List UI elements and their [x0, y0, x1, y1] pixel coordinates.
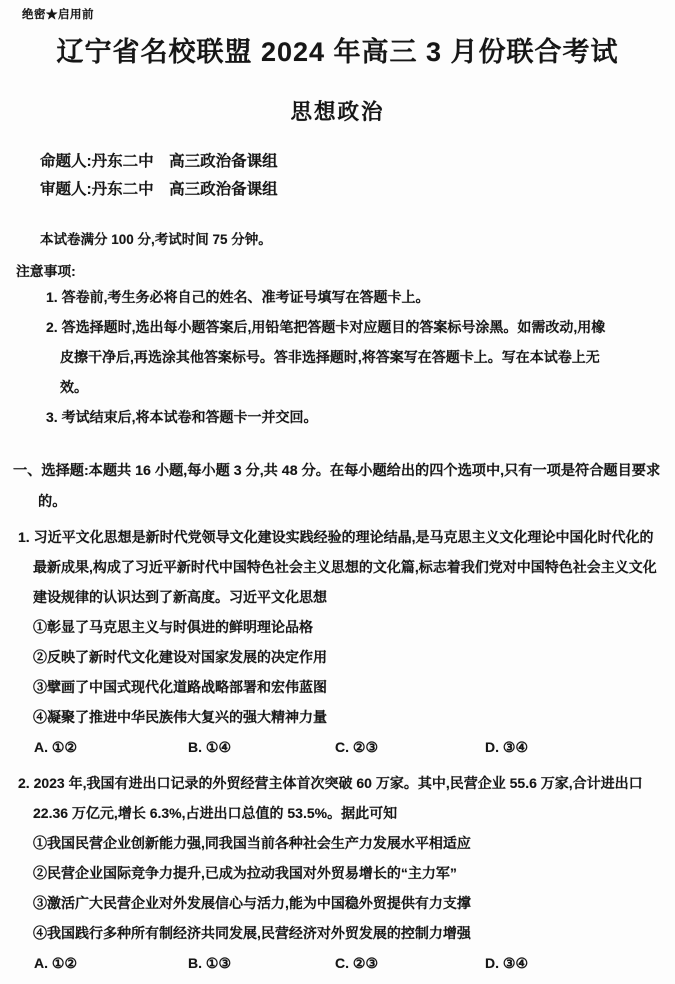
question-setter-line: 命题人:丹东二中 高三政治备课组: [40, 153, 278, 170]
question-1-stem: 1. 习近平文化思想是新时代党领导文化建设实践经验的理论结晶,是马克思主义文化理论中国化时代化的最新成果,构成了习近平新时代中国特色社会主义思想的文化篇,标志着我们党对中国特色社会主义文化建设规律的认识达到了新高度。习近平文化思想: [18, 529, 657, 605]
question-1-choice-b: B. ①④: [188, 739, 231, 755]
question-2: [0, 768, 675, 976]
note-item-2: 2. 答选择题时,选出每小题答案后,用铅笔把答题卡对应题目的答案标号涂黑。如需改动,用橡皮擦干净后,再选涂其他答案标号。答非选择题时,将答案写在答题卡上。写在本试卷上无效。: [46, 319, 606, 395]
exam-subject-title: 思想政治: [290, 100, 385, 124]
classification-label: 绝密★启用前: [22, 9, 94, 21]
question-2-choice-d: D. ③④: [485, 955, 528, 971]
exam-meta: [40, 148, 675, 204]
section-heading: 一、选择题:本题共 16 小题,每小题 3 分,共 48 分。在每小题给出的四个选项中,只有一项是符合题目要求的。: [13, 463, 661, 510]
question-2-choice-b: B. ①③: [188, 955, 231, 971]
question-2-choices: [0, 950, 675, 976]
note-item-1: 1. 答卷前,考生务必将自己的姓名、准考证号填写在答题卡上。: [46, 289, 430, 305]
question-2-item-2: ②民营企业国际竞争力提升,已成为拉动我国对外贸易增长的“主力军”: [33, 865, 457, 881]
question-2-choice-c: C. ②③: [335, 955, 378, 971]
exam-info-line: 本试卷满分 100 分,考试时间 75 分钟。: [40, 232, 272, 247]
question-reviewer-line: 审题人:丹东二中 高三政治备课组: [40, 181, 278, 198]
question-1-choices: [0, 734, 675, 760]
note-item-3: 3. 考试结束后,将本试卷和答题卡一并交回。: [46, 409, 318, 425]
question-2-choice-a: A. ①②: [34, 955, 77, 971]
question-1-item-3: ③擘画了中国式现代化道路战略部署和宏伟蓝图: [33, 679, 327, 695]
question-1-choice-d: D. ③④: [485, 739, 528, 755]
question-1: [0, 522, 675, 760]
question-1-item-4: ④凝聚了推进中华民族伟大复兴的强大精神力量: [33, 709, 327, 725]
question-1-item-2: ②反映了新时代文化建设对国家发展的决定作用: [33, 649, 327, 665]
exam-title: 辽宁省名校联盟 2024 年高三 3 月份联合考试: [56, 37, 619, 67]
question-2-item-4: ④我国践行多种所有制经济共同发展,民营经济对外贸发展的控制力增强: [33, 925, 471, 941]
question-1-choice-a: A. ①②: [34, 739, 77, 755]
notes-title: 注意事项:: [16, 264, 76, 279]
question-2-item-1: ①我国民营企业创新能力强,同我国当前各种社会生产力发展水平相适应: [33, 835, 471, 851]
question-1-choice-c: C. ②③: [335, 739, 378, 755]
question-2-item-3: ③激活广大民营企业对外发展信心与活力,能为中国稳外贸提供有力支撑: [33, 895, 471, 911]
question-1-item-1: ①彰显了马克思主义与时俱进的鲜明理论品格: [33, 619, 313, 635]
question-2-stem: 2. 2023 年,我国有进出口记录的外贸经营主体首次突破 60 万家。其中,民营企业 55.6 万家,合计进出口 22.36 万亿元,增长 6.3%,占进出口总值的 53.5%。据此可知: [18, 775, 643, 821]
